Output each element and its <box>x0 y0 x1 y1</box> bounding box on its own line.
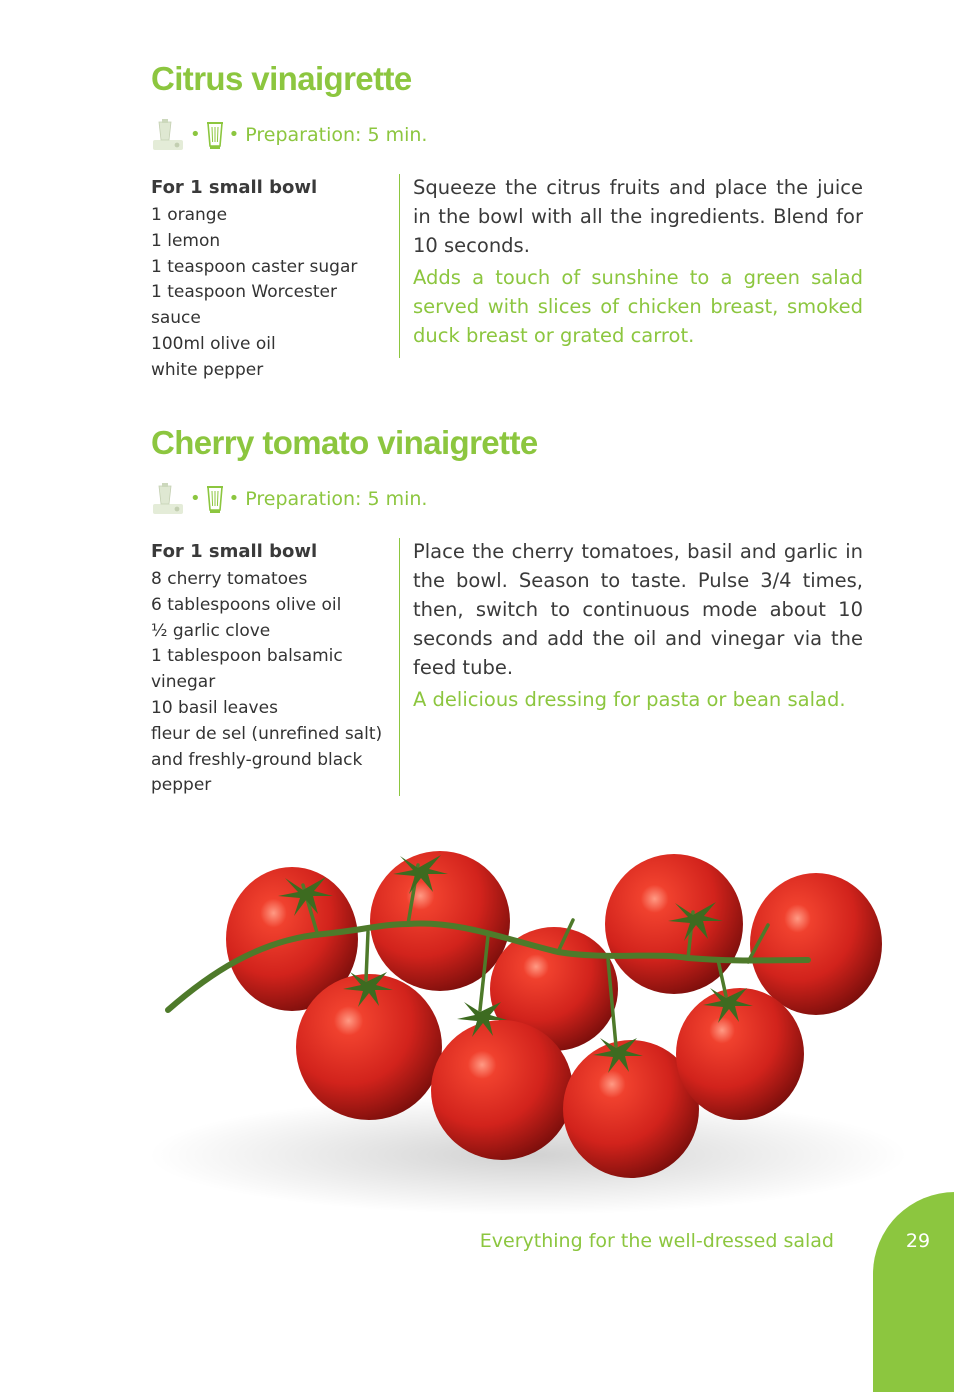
ingredient: and freshly-ground black <box>151 749 363 770</box>
bullet: • <box>228 124 240 145</box>
method-text: Place the cherry tomatoes, basil and garlic in the bowl. Season to taste. Pulse 3/4 times, then, switch to continuous mode about 10 seconds and add the oil and vinegar via the feed tube. <box>413 540 863 679</box>
ingredient: 10 basil leaves <box>151 697 278 718</box>
ingredient: 1 orange <box>151 205 228 225</box>
column-divider <box>399 538 400 796</box>
recipe-cherry-tomato-vinaigrette <box>151 424 863 804</box>
ingredients-panel <box>151 174 383 384</box>
ingredient: 100ml olive oil <box>151 333 276 354</box>
recipe-title: Citrus vinaigrette <box>151 60 412 97</box>
method-panel <box>413 173 863 350</box>
bullet: • <box>190 488 201 509</box>
column-divider <box>399 174 400 358</box>
cherry-tomatoes-photo <box>108 800 954 1288</box>
ingredients-list <box>151 567 383 799</box>
recipe-citrus-vinaigrette <box>151 60 863 380</box>
ingredient: 1 tablespoon balsamic <box>151 646 343 667</box>
ingredient: pepper <box>151 775 212 796</box>
preparation-info <box>151 118 427 152</box>
serving-tip: Adds a touch of sunshine to a green salad served with slices of chicken breast, smoked duck breast or grated carrot. <box>413 266 863 347</box>
method-text: Squeeze the citrus fruits and place the juice in the bowl with all the ingredients. Blend for 10 seconds. <box>413 176 863 257</box>
blender-jar-icon <box>204 120 226 150</box>
ingredients-heading: For 1 small bowl <box>151 541 318 562</box>
ingredient: fleur de sel (unrefined salt) <box>151 723 383 744</box>
ingredient: ½ garlic clove <box>151 620 271 641</box>
blender-icon <box>151 118 187 152</box>
recipe-title: Cherry tomato vinaigrette <box>151 424 538 461</box>
blender-icon <box>151 482 187 516</box>
ingredient: 1 lemon <box>151 230 221 251</box>
ingredient: 1 teaspoon caster sugar <box>151 256 358 277</box>
ingredient: 1 teaspoon Worcester sauce <box>151 282 337 329</box>
ingredient: white pepper <box>151 359 264 380</box>
footer-caption: Everything for the well-dressed salad <box>479 1230 834 1252</box>
ingredients-panel <box>151 538 383 799</box>
serving-tip: A delicious dressing for pasta or bean salad. <box>413 688 846 711</box>
ingredients-heading: For 1 small bowl <box>151 177 318 198</box>
ingredients-list <box>151 203 383 384</box>
preparation-info <box>151 482 427 516</box>
ingredient: 8 cherry tomatoes <box>151 569 308 589</box>
ingredient: 6 tablespoons olive oil <box>151 594 342 615</box>
bullet: • <box>228 488 240 509</box>
blender-jar-icon <box>204 484 226 514</box>
method-panel <box>413 537 863 714</box>
preparation-time: Preparation: 5 min. <box>245 124 428 146</box>
page-number: 29 <box>905 1230 931 1252</box>
ingredient: vinegar <box>151 672 216 693</box>
preparation-time: Preparation: 5 min. <box>245 488 428 510</box>
bullet: • <box>190 124 201 145</box>
